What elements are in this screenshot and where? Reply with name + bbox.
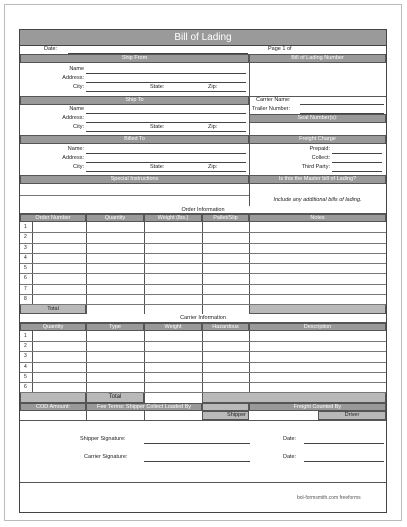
billed-to-address-label: Address:: [62, 155, 84, 161]
ship-to-name-label: Name: [69, 106, 84, 112]
order-row-number: 7: [24, 285, 27, 292]
ship-from-name-field[interactable]: [86, 73, 246, 74]
date-1-field[interactable]: [304, 443, 384, 444]
carrier-total-filler-right: [202, 392, 386, 403]
carrier-name-label: Carrier Name:: [256, 97, 291, 103]
ship-from-city-field[interactable]: [86, 91, 246, 92]
carrier-information-header: Carrier Information: [20, 314, 386, 323]
ship-to-name-field[interactable]: [86, 113, 246, 114]
col-weight: Weight (lbs.): [144, 214, 202, 222]
shipper-signature-label: Shipper Signature:: [80, 436, 126, 442]
divider: [144, 411, 145, 420]
date-1-label: Date:: [283, 436, 297, 442]
table-row[interactable]: [20, 294, 386, 295]
page-label: Page 1 of: [268, 46, 292, 52]
ship-to-state-label: State:: [150, 124, 165, 130]
special-instructions-header: Special Instructions: [20, 175, 249, 184]
ship-from-address-field[interactable]: [86, 82, 246, 83]
carrier-signature-label: Carrier Signature:: [84, 454, 128, 460]
order-row-number: 1: [24, 224, 27, 230]
carrier-row-number: 1: [24, 333, 27, 339]
divider: [20, 195, 249, 196]
table-row[interactable]: [20, 304, 386, 305]
carrier-total-label: Total: [86, 392, 144, 403]
table-row[interactable]: [20, 284, 386, 285]
order-row-number: 8: [24, 295, 27, 302]
freight-counted-header: Freight Counted By: [249, 403, 386, 411]
ship-from-zip-label: Zip:: [208, 84, 218, 90]
col-notes: Notes: [249, 214, 386, 222]
page-frame: [4, 4, 402, 521]
order-row-number: 3: [24, 244, 27, 251]
carrier-signature-field[interactable]: [144, 461, 250, 462]
trailer-number-label: Trailer Number:: [252, 106, 290, 112]
ship-from-name-label: Name: [69, 66, 84, 72]
cod-amount-field[interactable]: [22, 412, 84, 419]
table-row[interactable]: [20, 232, 386, 233]
divider: [86, 411, 87, 420]
master-bol-note: Include any additional bills of lading.: [273, 197, 362, 203]
table-row[interactable]: [20, 362, 386, 363]
billed-to-header: Billed To: [20, 135, 249, 144]
ship-to-zip-label: Zip:: [208, 124, 218, 130]
col-pallet-slip: Pallet/Slip: [202, 214, 249, 222]
date-2-field[interactable]: [304, 461, 384, 462]
third-party-field[interactable]: [332, 171, 382, 172]
order-total-label: Total: [20, 304, 86, 314]
billed-to-address-field[interactable]: [86, 162, 246, 163]
table-row[interactable]: [20, 392, 386, 393]
ship-to-address-label: Address:: [62, 115, 84, 121]
trailer-loaded-filler: [202, 403, 249, 411]
prepaid-label: Prepaid:: [309, 146, 330, 152]
table-row[interactable]: [20, 341, 386, 342]
carrier-name-field[interactable]: [300, 104, 384, 105]
master-bol-header: Is this the Master bill of Lading?: [249, 175, 386, 184]
ship-from-address-label: Address:: [62, 75, 84, 81]
table-row[interactable]: [20, 243, 386, 244]
carrier-row-number: 2: [24, 343, 27, 350]
divider: [249, 54, 250, 99]
col-ci-weight: Weight: [144, 323, 202, 331]
divider: [144, 222, 145, 314]
billed-to-city-field[interactable]: [86, 171, 246, 172]
table-row[interactable]: [20, 351, 386, 352]
third-party-label: Third Party:: [301, 164, 330, 170]
bol-number-header: Bill of Lading Number: [249, 54, 386, 63]
prepaid-field[interactable]: [332, 153, 382, 154]
cod-amount-header: COD Amount:: [20, 403, 86, 411]
bill-of-lading-form: [19, 29, 387, 513]
col-ci-hazardous: Hazardous: [202, 323, 249, 331]
table-row[interactable]: [20, 372, 386, 373]
ship-to-city-label: City:: [73, 124, 84, 130]
carrier-row-number: 5: [24, 373, 27, 380]
ship-from-city-label: City:: [73, 84, 84, 90]
carrier-row-number: 3: [24, 353, 27, 360]
divider: [20, 420, 386, 421]
col-ci-description: Description: [249, 323, 386, 331]
fee-terms-header: Fee Terms: Shipper Collect Loaded By: [86, 403, 202, 411]
shipper-signature-field[interactable]: [144, 443, 250, 444]
order-row-number: 6: [24, 275, 27, 282]
freight-charge-header: Freight Charge: [249, 135, 386, 144]
form-title: Bill of Lading: [20, 30, 386, 46]
divider: [86, 222, 87, 314]
billed-to-name-label: Name:: [67, 146, 84, 152]
col-quantity: Quantity: [86, 214, 144, 222]
divider: [249, 135, 250, 175]
ship-from-header: Ship From: [20, 54, 249, 63]
table-row[interactable]: [20, 263, 386, 264]
table-row[interactable]: [20, 253, 386, 254]
table-row[interactable]: [20, 273, 386, 274]
bol-number-field[interactable]: [251, 65, 384, 95]
order-total-filler: [249, 304, 386, 314]
billed-to-zip-label: Zip:: [208, 164, 218, 170]
order-row-number: 2: [24, 234, 27, 241]
carrier-total-filler-left: [20, 392, 86, 403]
billed-to-city-label: City:: [73, 164, 84, 170]
date-label: Date:: [44, 46, 58, 52]
order-information-header: Order Information: [20, 206, 386, 214]
collect-label: Collect:: [311, 155, 330, 161]
date-2-label: Date:: [283, 454, 297, 460]
billed-to-name-field[interactable]: [86, 153, 246, 154]
ship-from-state-label: State:: [150, 84, 165, 90]
col-ci-quantity: Quantity: [20, 323, 86, 331]
ship-to-address-field[interactable]: [86, 122, 246, 123]
order-row-number: 5: [24, 265, 27, 271]
billed-to-state-label: State:: [150, 164, 165, 170]
ship-to-city-field[interactable]: [86, 131, 246, 132]
carrier-row-number: 4: [24, 363, 27, 370]
ship-to-header: Ship To: [20, 96, 249, 105]
divider: [202, 222, 203, 314]
table-row[interactable]: [20, 382, 386, 383]
seal-number-header: Seal Number(s):: [249, 114, 386, 123]
col-ci-type: Type: [86, 323, 144, 331]
driver-label: Driver: [318, 411, 386, 420]
divider: [20, 482, 386, 483]
carrier-row-number: 6: [24, 384, 27, 390]
shipper-label: Shipper: [202, 411, 249, 420]
collect-field[interactable]: [332, 162, 382, 163]
order-row-number: 4: [24, 254, 27, 261]
col-order-number: Order Number: [20, 214, 86, 222]
footer-url: bol-formsmith.com freeforms: [297, 495, 361, 501]
